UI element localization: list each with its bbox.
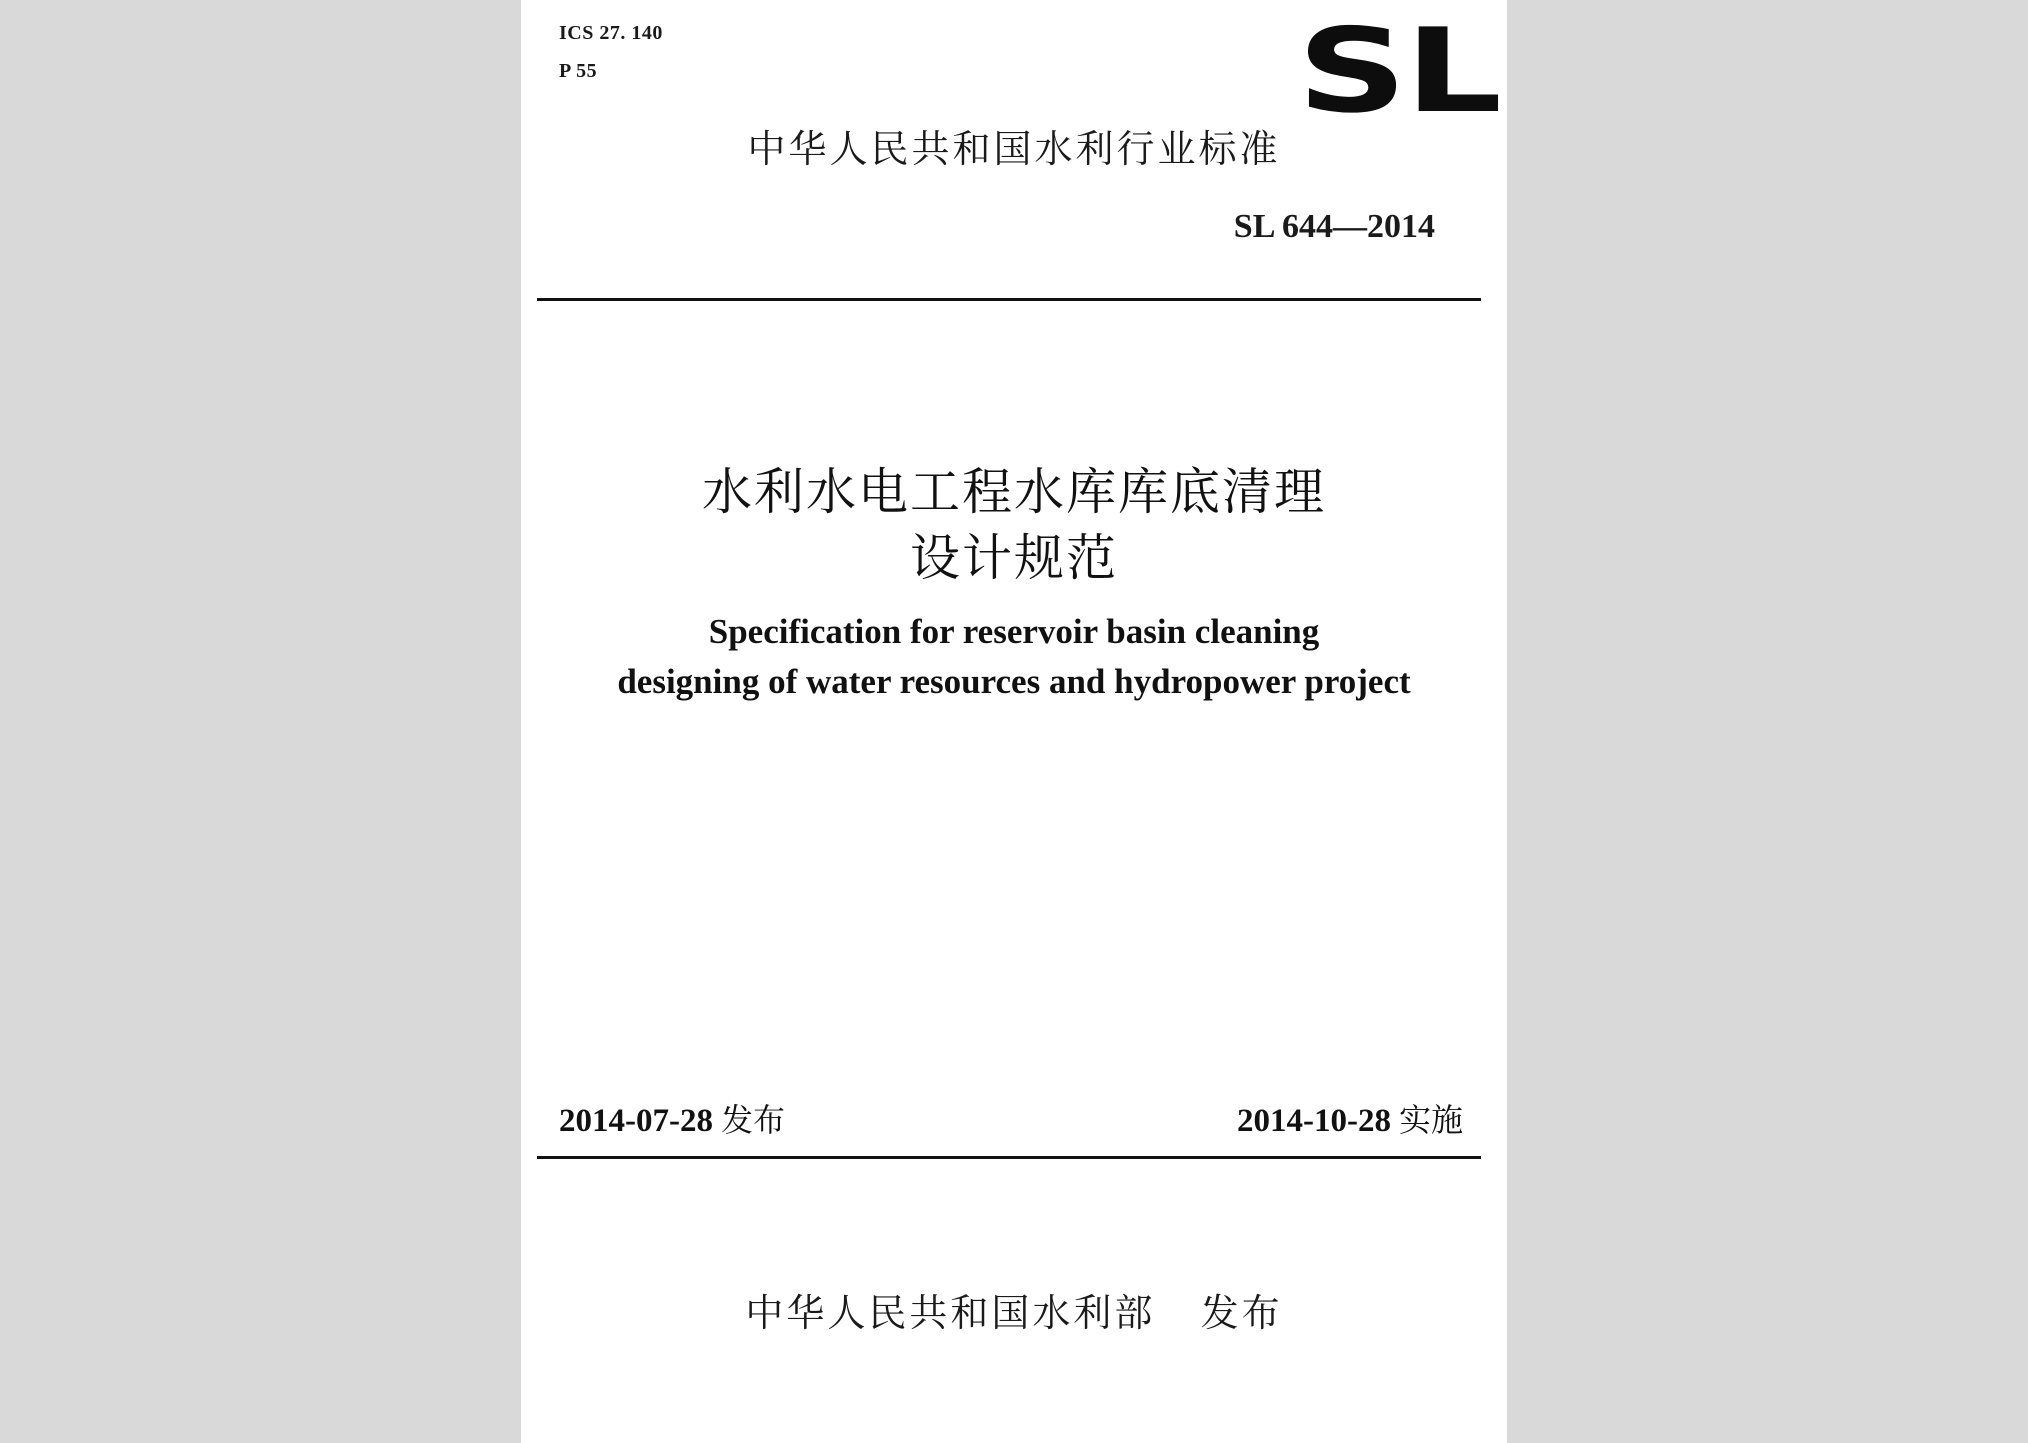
title-english-line1: Specification for reservoir basin cleaning [708,612,1320,651]
title-chinese-line1: 水利水电工程水库库底清理 [702,463,1326,521]
issue-date-value: 2014-07-28 [559,1103,713,1139]
bottom-divider [537,1156,1481,1159]
implementation-date-label: 实施 [1398,1101,1463,1139]
implementation-date [1237,1095,1463,1141]
category-code: P 55 [559,60,598,82]
top-divider [537,298,1481,301]
ics-code: ICS 27. 140 [559,22,663,44]
issue-date-label: 发布 [720,1101,785,1139]
issue-date [559,1095,785,1141]
standard-organization: 中华人民共和国水利行业标准 [747,127,1281,171]
sl-logo: SL [1297,4,1500,139]
implementation-date-value: 2014-10-28 [1237,1103,1391,1139]
title-chinese-line2: 设计规范 [910,529,1118,587]
standard-number: SL 644—2014 [1233,208,1435,245]
title-english-line2: designing of water resources and hydropower project [617,662,1411,701]
document-page [521,0,1507,1443]
publisher: 中华人民共和国水利部 发布 [745,1291,1283,1335]
